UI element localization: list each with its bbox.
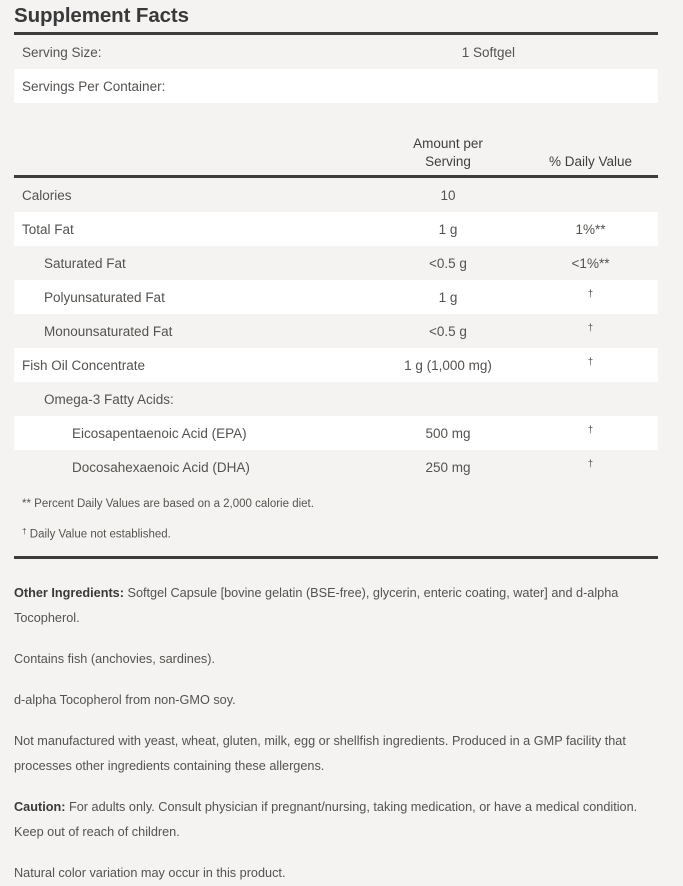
amount-per-serving-header [373, 135, 523, 171]
nutrient-name: Total Fat [22, 221, 74, 237]
nutrient-amount: 1 g [438, 221, 458, 237]
caution-heading: Caution: [14, 800, 66, 815]
nutrient-row [14, 212, 658, 246]
table-column-headers [14, 119, 658, 175]
contains-statement: Contains fish (anchovies, sardines). [14, 652, 215, 667]
serving-size-value: 1 Softgel [461, 44, 515, 60]
amount-per-serving-line2: Serving [425, 154, 471, 169]
nutrient-row [14, 280, 658, 314]
nutrient-row [14, 382, 658, 416]
nutrient-amount: 1 g (1,000 mg) [404, 357, 492, 373]
caution-paragraph [14, 779, 653, 845]
nutrient-name: Saturated Fat [44, 255, 126, 271]
serving-size-label: Serving Size: [22, 44, 102, 60]
nutrient-row [14, 416, 658, 450]
servings-per-container-row [14, 69, 658, 103]
nutrient-amount: <0.5 g [429, 255, 467, 271]
nutrient-name: Fish Oil Concentrate [22, 357, 146, 373]
serving-size-row [14, 35, 658, 69]
other-ingredients-paragraph [14, 559, 653, 631]
footnote-percent-daily-value: ** Percent Daily Values are based on a 2,000 calorie diet. [22, 498, 314, 510]
nutrient-name: Omega-3 Fatty Acids: [44, 391, 174, 407]
nutrient-name: Monounsaturated Fat [44, 323, 173, 339]
nutrient-row [14, 178, 658, 212]
nutrient-name: Docosahexaenoic Acid (DHA) [72, 459, 250, 475]
nutrient-amount: 10 [440, 187, 456, 203]
serving-info-table [0, 35, 683, 103]
nutrient-name: Polyunsaturated Fat [44, 289, 165, 305]
footnote-dagger: † Daily Value not established. [22, 527, 171, 541]
other-ingredients-heading: Other Ingredients: [14, 586, 124, 601]
nutrient-row [14, 246, 658, 280]
color-variation-statement: Natural color variation may occur in this product. [14, 866, 286, 881]
daily-value-header: % Daily Value [548, 154, 633, 169]
nutrient-daily-value: † [587, 289, 594, 301]
caution-text: For adults only. Consult physician if pregnant/nursing, taking medication, or have a medical condition. Keep out of reach of children. [14, 800, 638, 840]
servings-per-container-label: Servings Per Container: [22, 78, 166, 94]
footnotes-block [14, 484, 658, 548]
amount-per-serving-line1: Amount per [413, 136, 483, 151]
nutrient-daily-value: † [587, 357, 594, 369]
nutrient-amount: 500 mg [425, 425, 471, 441]
nutrient-amount: 1 g [438, 289, 458, 305]
nutrient-row [14, 450, 658, 484]
allergen-statement: Not manufactured with yeast, wheat, gluten, milk, egg or shellfish ingredients. Produced in a GMP facility that processes other ingredients containing these allergens. [14, 734, 626, 774]
nutrient-daily-value: <1%** [571, 255, 610, 271]
nutrient-daily-value: † [587, 459, 594, 471]
nutrient-amount: <0.5 g [429, 323, 467, 339]
nutrient-amount: 250 mg [425, 459, 471, 475]
nutrient-row [14, 314, 658, 348]
nutrient-row [14, 348, 658, 382]
nutrient-name: Eicosapentaenoic Acid (EPA) [72, 425, 247, 441]
nutrient-name: Calories [22, 187, 72, 203]
soy-statement: d-alpha Tocopherol from non-GMO soy. [14, 693, 236, 708]
nutrient-daily-value: 1%** [575, 221, 606, 237]
table-gap [14, 103, 658, 119]
nutrient-daily-value: † [587, 323, 594, 335]
nutrient-table [0, 178, 683, 484]
page-title: Supplement Facts [14, 4, 189, 27]
other-ingredients-text: Softgel Capsule [bovine gelatin (BSE-free), glycerin, enteric coating, water] and d-alpha Tocopherol. [14, 586, 619, 626]
nutrient-daily-value: † [587, 425, 594, 437]
label-body-text [0, 559, 683, 886]
